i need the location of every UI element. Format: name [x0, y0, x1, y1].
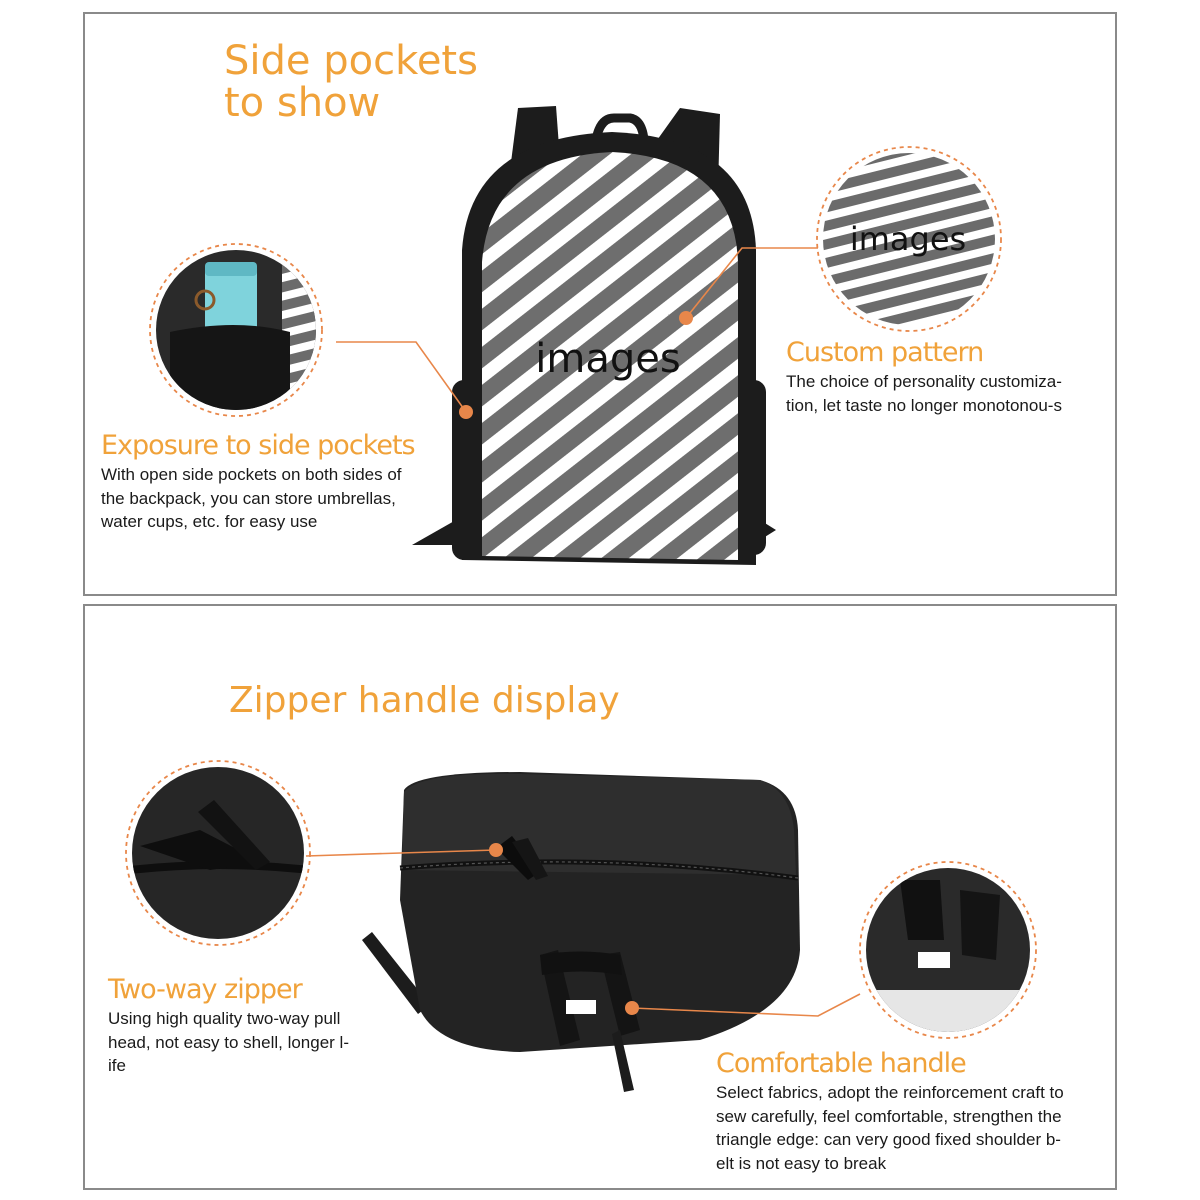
- callout-dot-zipper: [489, 843, 503, 857]
- callout-line-pocket: [336, 342, 466, 412]
- side-pockets-heading: Exposure to side pockets: [101, 430, 415, 461]
- handle-zoom: [860, 862, 1036, 1038]
- callout-dot-pocket: [459, 405, 473, 419]
- zoom-print-label: images: [849, 220, 967, 258]
- custom-pattern-zoom: [817, 147, 1001, 331]
- backpack-print-label: images: [535, 336, 681, 382]
- side-pockets-title: Side pockets to show: [224, 38, 478, 126]
- two-way-zipper-heading: Two-way zipper: [108, 974, 302, 1005]
- side-pocket-zoom: [150, 240, 330, 420]
- black-backpack: [362, 772, 800, 1092]
- callout-dot-handle: [625, 1001, 639, 1015]
- two-way-zipper-text: Using high quality two-way pull head, not easy to shell, longer l- ife: [108, 1009, 349, 1075]
- zipper-handle-title: Zipper handle display: [229, 680, 620, 721]
- comfortable-handle-heading: Comfortable handle: [716, 1048, 966, 1079]
- custom-pattern-heading: Custom pattern: [786, 337, 984, 368]
- custom-pattern-text: The choice of personality customiza- tion, let taste no longer monotonou-s: [786, 372, 1062, 415]
- comfortable-handle-text: Select fabrics, adopt the reinforcement craft to sew carefully, feel comfortable, strengthen the triangle edge: can very good fixed shoulder b- elt is not easy to break: [716, 1083, 1064, 1173]
- side-pockets-text: With open side pockets on both sides of the backpack, you can store umbrellas, water cups, etc. for easy use: [101, 465, 402, 531]
- zipper-zoom: [126, 761, 310, 945]
- callout-dot-pattern: [679, 311, 693, 325]
- striped-backpack: [412, 106, 776, 565]
